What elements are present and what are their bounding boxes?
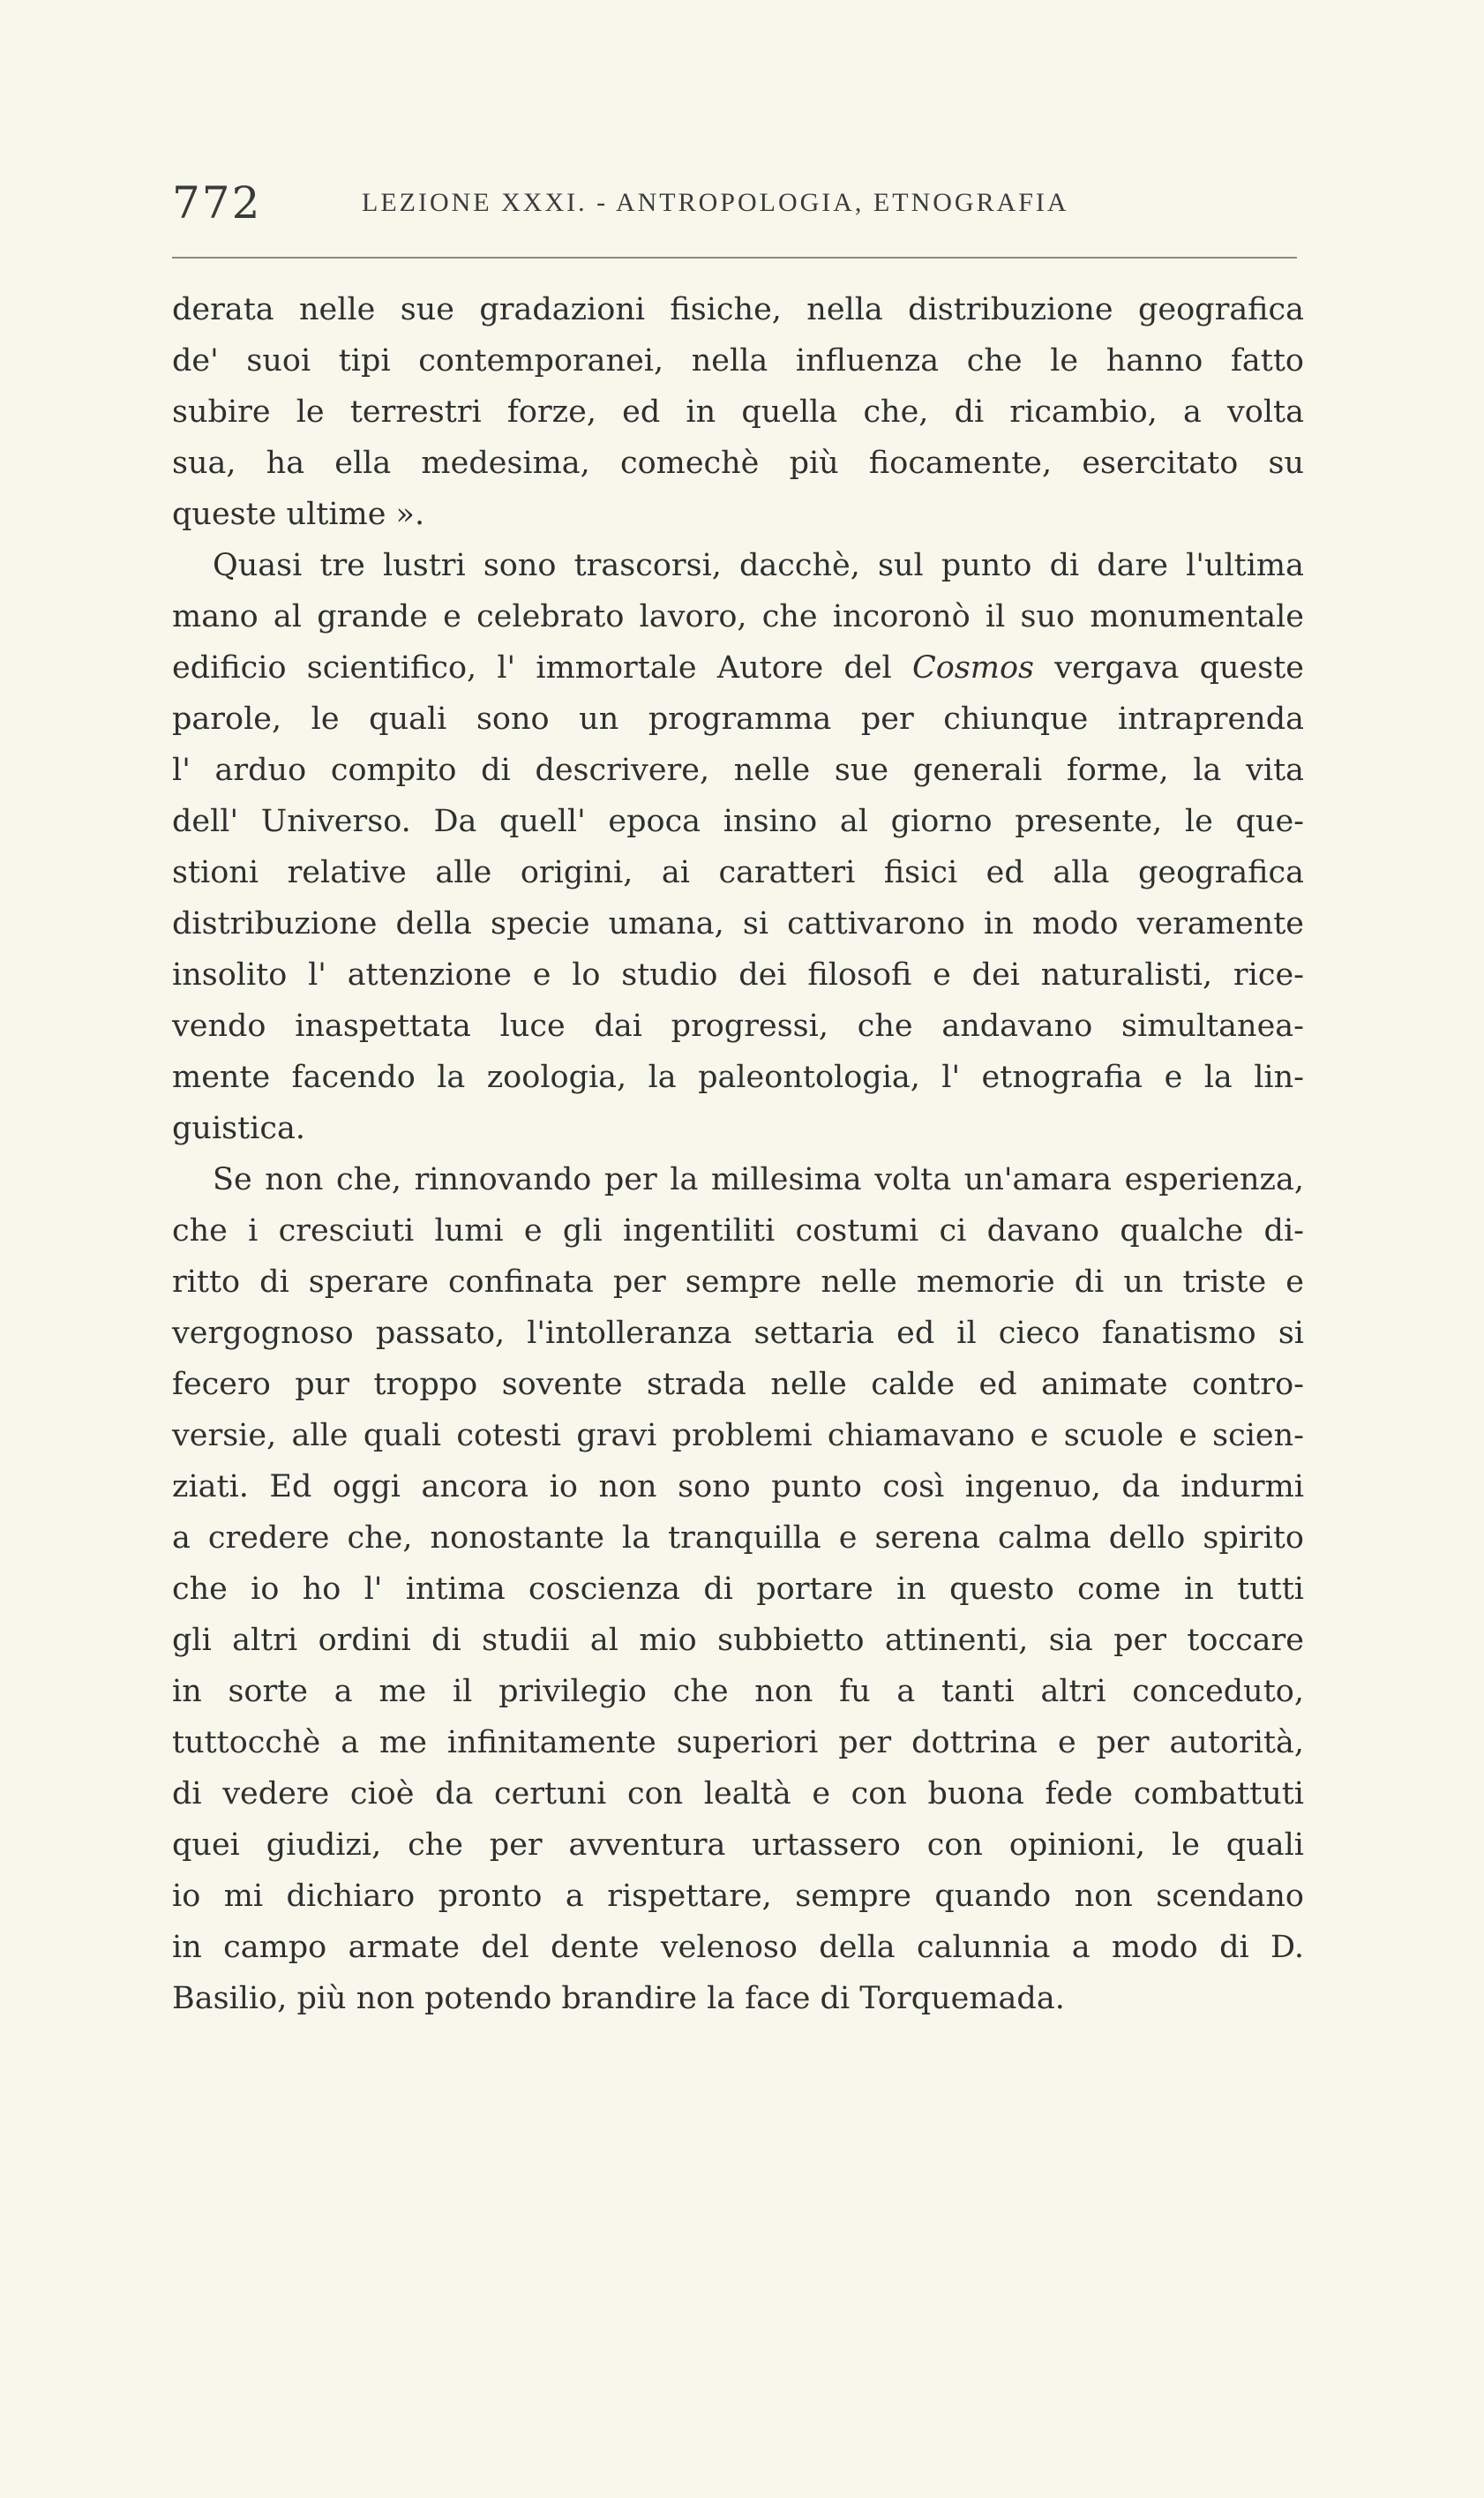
- italic-work-title: Cosmos: [911, 650, 1035, 686]
- body-text: [172, 284, 1304, 2024]
- paragraph-2: [172, 540, 1304, 1154]
- text-line: ziati. Ed oggi ancora io non sono punto così ingenuo, da indurmi: [172, 1469, 1304, 1504]
- text-line: io mi dichiaro pronto a rispettare, sempre quando non scendano: [172, 1879, 1304, 1914]
- text-line: di vedere cioè da certuni con lealtà e con buona fede combattuti: [172, 1776, 1304, 1812]
- header-rule: [172, 257, 1297, 259]
- running-title: LEZIONE XXXI. - ANTROPOLOGIA, ETNOGRAFIA: [362, 188, 1069, 217]
- text-line: derata nelle sue gradazioni fisiche, nella distribuzione geografica: [172, 292, 1304, 327]
- paragraph-1: [172, 284, 1304, 540]
- text-line: ritto di sperare confinata per sempre nelle memorie di un triste e: [172, 1264, 1304, 1300]
- text-line: l' arduo compito di descrivere, nelle sue generali forme, la vita: [172, 753, 1304, 788]
- text-line: sua, ha ella medesima, comechè più fiocamente, esercitato su: [172, 446, 1304, 481]
- text-line: tuttocchè a me infinitamente superiori per dottrina e per autorità,: [172, 1725, 1304, 1760]
- text-line: che i cresciuti lumi e gli ingentiliti costumi ci davano qualche di-: [172, 1213, 1304, 1249]
- text-line: mano al grande e celebrato lavoro, che incoronò il suo monumentale: [172, 599, 1304, 634]
- text-line: queste ultime ».: [172, 497, 425, 532]
- text-line-with-italic: [172, 642, 1304, 694]
- paragraph-3: [172, 1154, 1304, 2024]
- text-line: fecero pur troppo sovente strada nelle calde ed animate contro-: [172, 1367, 1304, 1402]
- text-segment: edificio scientifico, l' immortale Autore del: [172, 650, 892, 686]
- text-line: guistica.: [172, 1111, 305, 1146]
- text-line: Quasi tre lustri sono trascorsi, dacchè, sul punto di dare l'ultima: [213, 548, 1304, 583]
- text-line: a credere che, nonostante la tranquilla e serena calma dello spirito: [172, 1520, 1304, 1556]
- text-line: parole, le quali sono un programma per chiunque intraprenda: [172, 701, 1304, 737]
- text-line: mente facendo la zoologia, la paleontologia, l' etnografia e la lin-: [172, 1060, 1304, 1095]
- text-line: in campo armate del dente velenoso della calunnia a modo di D.: [172, 1930, 1304, 1965]
- text-line: Basilio, più non potendo brandire la face di Torquemada.: [172, 1981, 1065, 2016]
- text-line: de' suoi tipi contemporanei, nella influenza che le hanno fatto: [172, 343, 1304, 379]
- text-segment: vergava queste: [1054, 650, 1304, 686]
- text-line: Se non che, rinnovando per la millesima volta un'amara esperienza,: [213, 1162, 1304, 1197]
- text-line: dell' Universo. Da quell' epoca insino al giorno presente, le que-: [172, 804, 1304, 839]
- text-line: stioni relative alle origini, ai caratteri fisici ed alla geografica: [172, 855, 1304, 890]
- text-line: insolito l' attenzione e lo studio dei filosofi e dei naturalisti, rice-: [172, 957, 1304, 993]
- text-line: quei giudizi, che per avventura urtassero con opinioni, le quali: [172, 1827, 1304, 1863]
- text-line: vendo inaspettata luce dai progressi, che andavano simultanea-: [172, 1009, 1304, 1044]
- text-line: subire le terrestri forze, ed in quella che, di ricambio, a volta: [172, 394, 1304, 430]
- text-line: che io ho l' intima coscienza di portare in questo come in tutti: [172, 1572, 1304, 1607]
- text-line: distribuzione della specie umana, si cattivarono in modo veramente: [172, 906, 1304, 941]
- text-line: in sorte a me il privilegio che non fu a tanti altri conceduto,: [172, 1674, 1304, 1709]
- text-line: vergognoso passato, l'intolleranza settaria ed il cieco fanatismo si: [172, 1316, 1304, 1351]
- page-header: [172, 176, 1293, 229]
- text-line: versie, alle quali cotesti gravi problemi chiamavano e scuole e scien-: [172, 1418, 1304, 1453]
- page-number: 772: [172, 177, 262, 229]
- text-line: gli altri ordini di studii al mio subbietto attinenti, sia per toccare: [172, 1623, 1304, 1658]
